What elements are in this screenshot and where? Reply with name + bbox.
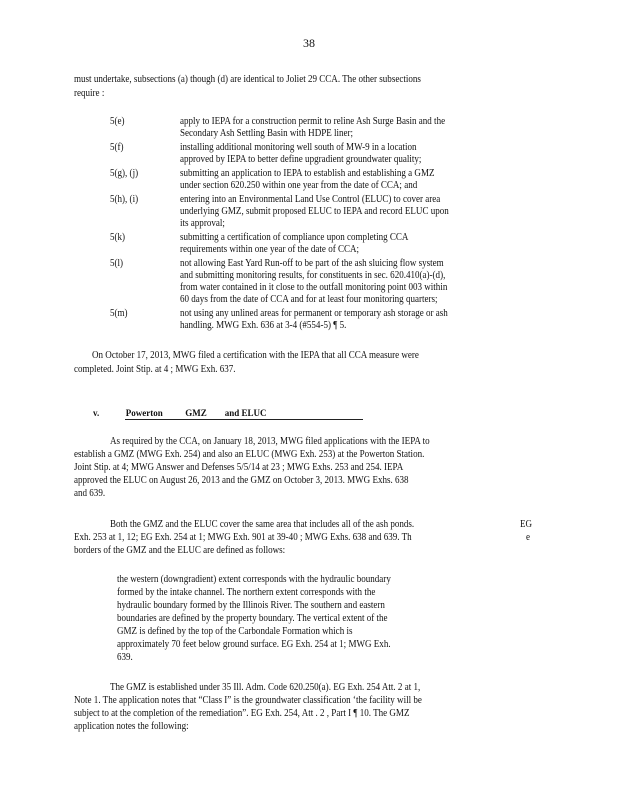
list-item-text: requirements within one year of the date of CCA;: [180, 244, 360, 255]
para-january-line-4: approved the ELUC on August 26, 2013 and the GMZ on October 3, 2013. MWG Exhs. 638: [74, 475, 409, 486]
list-item-label: 5(g), (j): [110, 168, 139, 179]
list-item-label: 5(h), (i): [110, 194, 139, 205]
para-october-line-1: On October 17, 2013, MWG filed a certification with the IEPA that all CCA measure were: [92, 350, 419, 361]
para-gmz-line-1: The GMZ is established under 35 Ill. Adm. Code 620.250(a). EG Exh. 254 Att. 2 at 1,: [110, 682, 421, 693]
list-item-text: submitting an application to IEPA to establish and establishing a GMZ: [180, 168, 435, 179]
para-both-eg: EG: [520, 519, 533, 530]
list-item-text: under section 620.250 within one year from the date of CCA; and: [180, 180, 418, 191]
list-item-text: underlying GMZ, submit proposed ELUC to IEPA and record ELUC upon: [180, 206, 449, 217]
para-gmz-line-3: subject to at the completion of the remediation”. EG Exh. 254, Att . 2 , Part I ¶ 10. The GMZ: [74, 708, 410, 719]
list-item-label: 5(e): [110, 116, 125, 127]
para-january-line-1: As required by the CCA, on January 18, 2013, MWG filed applications with the IEPA to: [110, 436, 430, 447]
list-item-text: Secondary Ash Settling Basin with HDPE liner;: [180, 128, 354, 139]
list-item-text: entering into an Environmental Land Use Control (ELUC) to cover area: [180, 194, 441, 205]
list-item-text: approved by IEPA to better define upgradient groundwater quality;: [180, 154, 422, 165]
para-both-line-2: Exh. 253 at 1, 12; EG Exh. 254 at 1; MWG Exh. 901 at 39-40 ; MWG Exhs. 638 and 639. Th: [74, 532, 412, 543]
section-numeral: v.: [93, 408, 100, 418]
quote-line-1: the western (downgradient) extent corresponds with the hydraulic boundary: [117, 574, 391, 585]
list-item-text: not using any unlined areas for permanent or temporary ash storage or ash: [180, 308, 448, 319]
para-gmz-line-2: Note 1. The application notes that “Class I” is the groundwater classification ‘the facility will be: [74, 695, 422, 706]
list-item-text: submitting a certification of compliance upon completing CCA: [180, 232, 409, 243]
list-item-text: and submitting monitoring results, for constituents in sec. 620.410(a)-(d),: [180, 270, 446, 281]
heading-underline: [125, 419, 363, 420]
page-number: 38: [303, 36, 315, 50]
quote-line-3: hydraulic boundary formed by the Illinois River. The southern and eastern: [117, 600, 385, 611]
para-january-line-5: and 639.: [74, 488, 106, 499]
section-title: Powerton GMZ and ELUC: [125, 408, 267, 418]
list-item-label: 5(l): [110, 258, 124, 269]
list-item-text: from water contained in it close to the outfall monitoring point 003 within: [180, 282, 448, 293]
para-january-line-2: establish a GMZ (MWG Exh. 254) and also an ELUC (MWG Exh. 253) at the Powerton Station.: [74, 449, 425, 460]
para-october-line-2: completed. Joint Stip. at 4 ; MWG Exh. 637.: [74, 364, 236, 375]
list-item-text: apply to IEPA for a construction permit to reline Ash Surge Basin and the: [180, 116, 446, 127]
list-item-text: its approval;: [180, 218, 225, 229]
list-item-text: 60 days from the date of CCA and for at least four monitoring quarters;: [180, 294, 438, 305]
quote-line-4: boundaries are defined by the property boundary. The vertical extent of the: [117, 613, 388, 624]
intro-line-2: require :: [74, 88, 105, 99]
list-item-text: installing additional monitoring well south of MW-9 in a location: [180, 142, 417, 153]
list-item-label: 5(f): [110, 142, 124, 153]
list-item-text: handling. MWG Exh. 636 at 3-4 (#554-5) ¶ 5.: [180, 320, 347, 331]
quote-line-6: approximately 70 feet below ground surface. EG Exh. 254 at 1; MWG Exh.: [117, 639, 391, 650]
para-both-line-1: Both the GMZ and the ELUC cover the same area that includes all of the ash ponds.: [110, 519, 415, 530]
para-both-line-3: borders of the GMZ and the ELUC are defined as follows:: [74, 545, 286, 556]
list-item-label: 5(k): [110, 232, 126, 243]
section-heading: [93, 408, 267, 418]
list-item-label: 5(m): [110, 308, 128, 319]
intro-line-1: must undertake, subsections (a) though (d) are identical to Joliet 29 CCA. The other subsections: [74, 74, 421, 85]
quote-line-7: 639.: [117, 652, 133, 663]
para-gmz-line-4: application notes the following:: [74, 721, 189, 732]
quote-line-5: GMZ is defined by the top of the Carbondale Formation which is: [117, 626, 353, 637]
list-item-text: not allowing East Yard Run-off to be part of the ash sluicing flow system: [180, 258, 444, 269]
quote-line-2: formed by the intake channel. The northern extent corresponds with the: [117, 587, 376, 598]
para-both-e: e: [526, 532, 531, 543]
para-january-line-3: Joint Stip. at 4; MWG Answer and Defenses 5/5/14 at 23 ; MWG Exhs. 253 and 254. IEPA: [74, 462, 404, 473]
